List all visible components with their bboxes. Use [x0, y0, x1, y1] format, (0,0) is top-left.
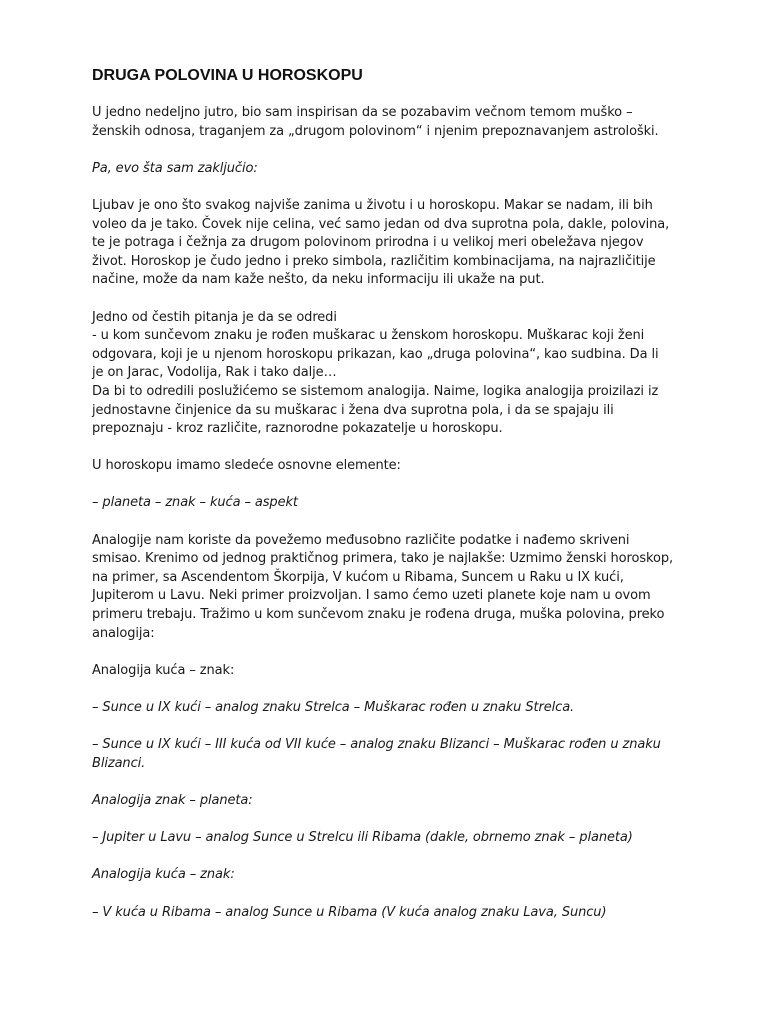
paragraph [92, 197, 682, 290]
text-line: – V kuća u Ribama – analog Sunce u Ribama (V kuća analog znaku Lava, Suncu) [92, 904, 607, 920]
text-line: Ljubav je ono što svakog najviše zanima u životu i u horoskopu. Makar se nadam, ili bih [92, 197, 653, 213]
text-line: na primer, sa Ascendentom Škorpija, V kućom u Ribama, Suncem u Raku u IX kući, [92, 569, 624, 585]
text-line: – Sunce u IX kući – analog znaku Strelca – Muškarac rođen u znaku Strelca. [92, 700, 575, 715]
text-line: – Jupiter u Lavu – analog Sunce u Strelcu ili Ribama (dakle, obrnemo znak – planeta) [92, 830, 633, 846]
text-line: prepoznaju - kroz različite, raznorodne pokazatelje u horoskopu. [92, 421, 503, 437]
text-line: jednostavne činjenice da su muškarac i žena dva suprotna pola, i da se spajaju ili [92, 402, 614, 418]
text-line: - u kom sunčevom znaku je rođen muškarac u ženskom horoskopu. Muškarac koji ženi [92, 328, 645, 344]
text-line: Da bi to odredili poslužićemo se sistemom analogija. Naime, logika analogija proizilazi iz [92, 383, 659, 399]
paragraph [92, 792, 682, 811]
paragraph [92, 904, 682, 923]
text-line: U horoskopu imamo sledeće osnovne elemente: [92, 458, 401, 474]
document-title: DRUGA POLOVINA U HOROSKOPU [92, 67, 363, 84]
text-line: voleo da je tako. Čovek nije celina, već samo jedan od dva suprotna pola, dakle, polovina, [92, 216, 670, 232]
paragraph [92, 494, 682, 513]
paragraph [92, 309, 682, 439]
text-line: odgovara, koji je u njenom horoskopu prikazan, kao „druga polovina“, kao sudbina. Da li [92, 346, 659, 362]
text-line: Jupiterom u Lavu. Neki primer proizvoljan. I samo ćemo uzeti planete koje nam u ovom [92, 588, 651, 604]
text-line: život. Horoskop je čudo jedno i preko simbola, različitim kombinacijama, na najrazličitije [92, 253, 656, 269]
text-line: analogija: [92, 625, 155, 641]
text-line: Jedno od čestih pitanja je da se odredi [92, 309, 337, 325]
paragraph [92, 866, 682, 885]
text-line: Pa, evo šta sam zaključio: [92, 160, 258, 176]
paragraph [92, 104, 682, 141]
document-body [92, 104, 682, 922]
paragraph [92, 457, 682, 476]
document-page [92, 66, 682, 941]
text-line: Blizanci. [92, 755, 146, 771]
paragraph [92, 829, 682, 848]
paragraph [92, 160, 682, 179]
text-line: Analogija znak – planeta: [92, 792, 253, 808]
paragraph [92, 532, 682, 644]
text-line: primeru trebaju. Tražimo u kom sunčevom znaku je rođena druga, muška polovina, preko [92, 607, 665, 623]
text-line: U jedno nedeljno jutro, bio sam inspirisan da se pozabavim večnom temom muško – [92, 105, 633, 120]
paragraph [92, 736, 682, 773]
text-line: načine, može da nam kaže nešto, da neku informaciju ili ukaže na put. [92, 272, 545, 288]
text-line: ženskih odnosa, traganjem za „drugom polovinom“ i njenim prepoznavanjem astrološki. [92, 123, 659, 139]
text-line: smisao. Krenimo od jednog praktičnog primera, tako je najlakše: Uzmimo ženski horoskop, [92, 551, 674, 567]
paragraph [92, 662, 682, 681]
text-line: Analogija kuća – znak: [92, 662, 235, 678]
text-line: Analogije nam koriste da povežemo međusobno različite podatke i nađemo skriveni [92, 532, 630, 548]
paragraph [92, 699, 682, 718]
text-line: – planeta – znak – kuća – aspekt [92, 495, 298, 511]
text-line: te je potraga i čežnja za drugom polovinom prirodna i u velikoj meri obeležava njegov [92, 235, 644, 251]
text-line: – Sunce u IX kući – III kuća od VII kuće – analog znaku Blizanci – Muškarac rođen u znaku [92, 737, 661, 753]
text-line: je on Jarac, Vodolija, Rak i tako dalje… [92, 365, 337, 381]
text-line: Analogija kuća – znak: [92, 867, 235, 883]
